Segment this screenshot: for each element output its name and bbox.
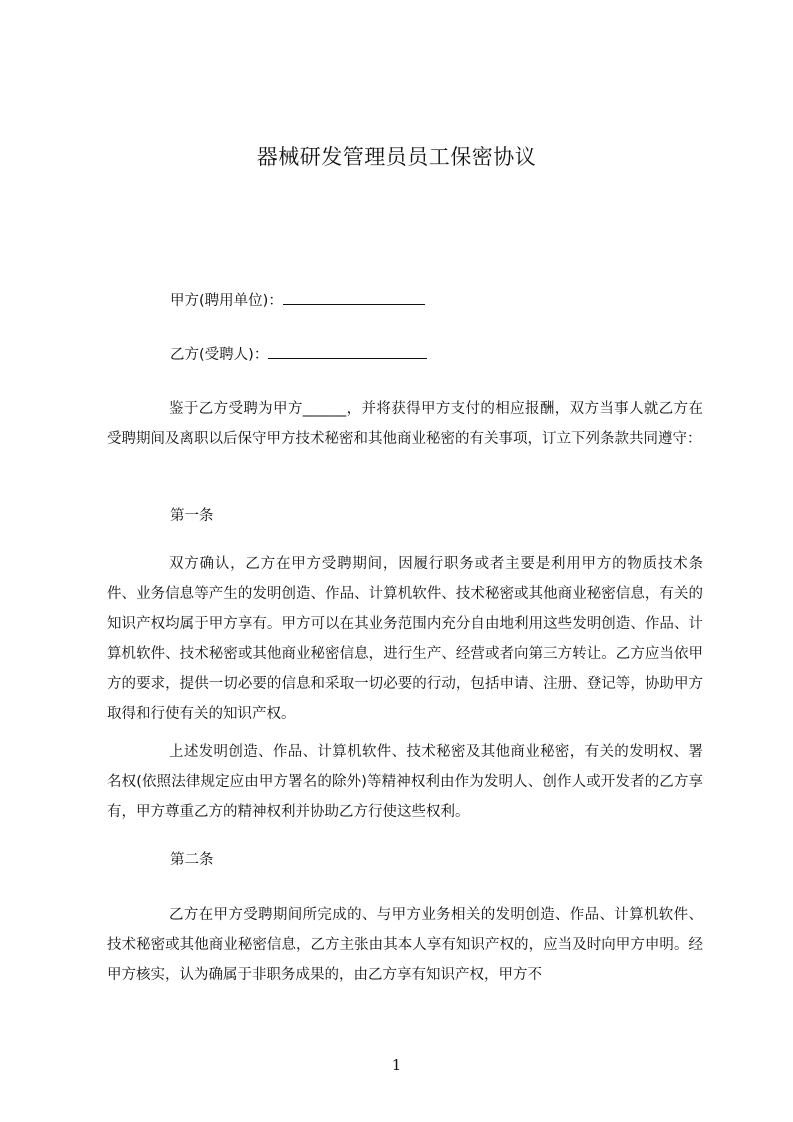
party-a-field xyxy=(170,289,425,312)
document-title: 器械研发管理员员工保密协议 xyxy=(256,145,537,169)
preamble-paragraph: 鉴于乙方受聘为甲方______，并将获得甲方支付的相应报酬，双方当事人就乙方在受聘期间及离职以后保守甲方技术秘密和其他商业秘密的有关事项，订立下列条款共同遵守： xyxy=(107,401,703,447)
party-b-label: 乙方(受聘人)： xyxy=(170,347,269,363)
article-2-paragraph-1: 乙方在甲方受聘期间所完成的、与甲方业务相关的发明创造、作品、计算机软件、技术秘密或其他商业秘密信息，乙方主张由其本人享有知识产权的，应当及时向甲方申明。经甲方核实，认为确属于非职务成果的，由乙方享有知识产权，甲方不 xyxy=(107,907,703,983)
article-1-paragraph-1: 双方确认，乙方在甲方受聘期间，因履行职务或者主要是利用甲方的物质技术条件、业务信息等产生的发明创造、作品、计算机软件、技术秘密或其他商业秘密信息，有关的知识产权均属于甲方享有。甲方可以在其业务范围内充分自由地利用这些发明创造、作品、计算机软件、技术秘密或其他商业秘密信息，进行生产、经营或者向第三方转让。乙方应当依甲方的要求，提供一切必要的信息和采取一切必要的行动，包括申请、注册、登记等，协助甲方取得和行使有关的知识产权。 xyxy=(107,556,703,722)
party-a-label: 甲方(聘用单位)： xyxy=(170,293,283,309)
article-1-paragraph-2: 上述发明创造、作品、计算机软件、技术秘密及其他商业秘密，有关的发明权、署名权(依照法律规定应由甲方署名的除外)等精神权利由作为发明人、创作人或开发者的乙方享有，甲方尊重乙方的精神权利并协助乙方行使这些权利。 xyxy=(107,744,703,820)
article-2-heading: 第二条 xyxy=(170,852,214,868)
party-b-field xyxy=(170,343,427,366)
page-number: 1 xyxy=(391,1056,402,1074)
party-b-blank-line xyxy=(268,343,427,359)
article-1-heading: 第一条 xyxy=(170,508,214,524)
party-a-blank-line xyxy=(283,289,425,305)
